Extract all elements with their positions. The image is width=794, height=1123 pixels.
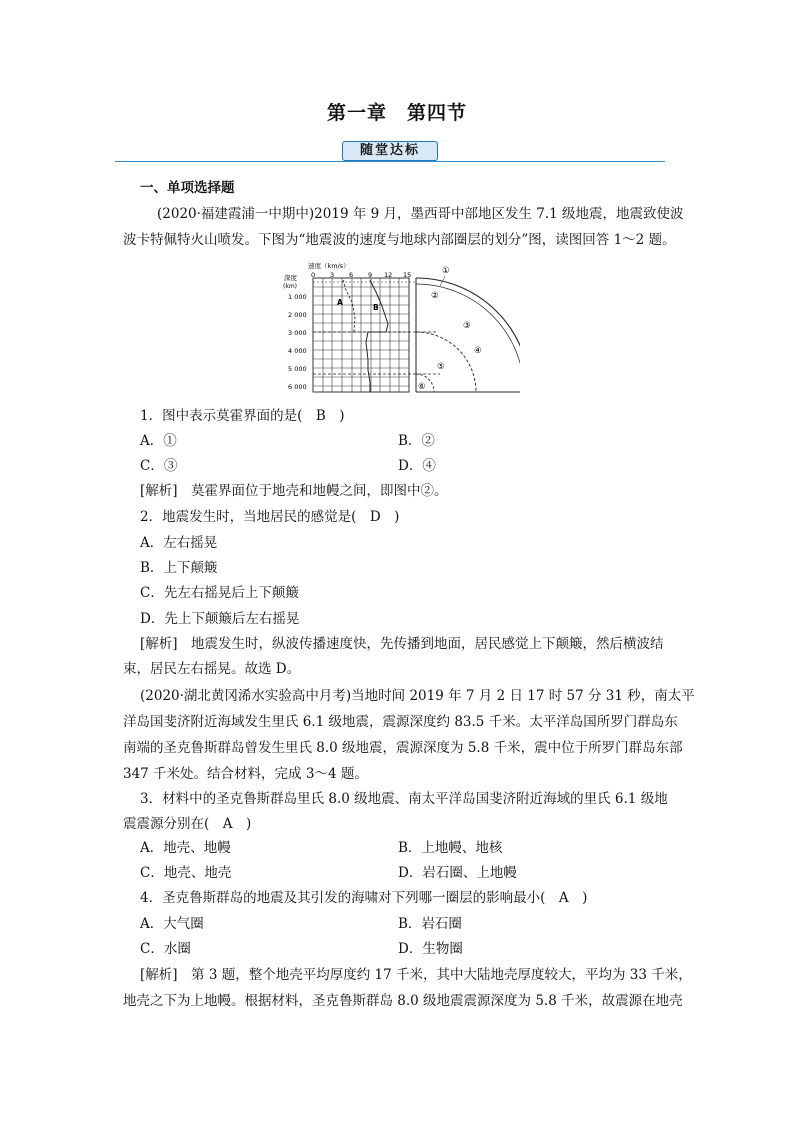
depth-tick-4000: 4 000	[288, 347, 307, 355]
q3-option-d: D．岩石圈、上地幔	[398, 865, 517, 881]
q2-analysis-line-1: [解析] 地震发生时，纵波传播速度快，先传播到地面，居民感觉上下颠簸，然后横波结	[140, 636, 664, 652]
layer-marker-3: ③	[463, 321, 471, 331]
q3-option-c: C．地壳、地壳	[140, 865, 232, 881]
q1-stem: 1．图中表示莫霍界面的是( B )	[140, 408, 345, 424]
depth-tick-2000: 2 000	[288, 311, 307, 319]
speed-tick-3: 3	[330, 271, 335, 279]
q2-option-d: D．先上下颠簸后左右摇晃	[140, 611, 300, 627]
section-heading: 一、单项选择题	[140, 180, 235, 196]
intro1-line-2: 波卡特佩特火山喷发。下图为“地震波的速度与地球内部圈层的划分”图，读图回答 1～2 题。	[123, 232, 676, 248]
q4-stem: 4．圣克鲁斯群岛的地震及其引发的海啸对下列哪一圈层的影响最小( A )	[140, 890, 588, 906]
q3-stem-line-2: 震震源分别在( A )	[123, 816, 252, 832]
intro2-line-4: 347 千米处。结合材料，完成 3～4 题。	[123, 766, 368, 782]
wave-a-label: A	[337, 298, 343, 307]
q3-stem-line-1: 3．材料中的圣克鲁斯群岛里氏 8.0 级地震、南太平洋岛国斐济附近海域的里氏 6.1 级地	[140, 791, 668, 807]
page-title: 第一章 第四节	[326, 102, 467, 124]
final-analysis-line-1: [解析] 第 3 题，整个地壳平均厚度约 17 千米，其中大陆地壳厚度较大，平均为 33 千米，	[140, 967, 692, 983]
depth-tick-3000: 3 000	[288, 329, 307, 337]
q1-option-c: C．③	[140, 458, 178, 474]
speed-tick-6: 6	[349, 271, 354, 279]
layer-marker-4: ④	[474, 346, 482, 356]
q1-option-d: D．④	[398, 458, 436, 474]
q4-option-b: B．岩石圈	[398, 916, 462, 932]
q2-stem: 2．地震发生时，当地居民的感觉是( D )	[140, 509, 400, 525]
final-analysis-line-2: 地壳之下为上地幔。根据材料，圣克鲁斯群岛 8.0 级地震震源深度为 5.8 千米，故震源在地壳	[123, 993, 683, 1009]
q4-option-a: A．大气圈	[140, 916, 204, 932]
section-banner: 随堂达标	[342, 141, 438, 161]
q2-analysis-line-2: 束，居民左右摇晃。故选 D。	[123, 661, 301, 677]
speed-axis-label: 速度（km/s）	[308, 262, 350, 270]
intro1-line-1: (2020·福建霞浦一中期中)2019 年 9 月，墨西哥中部地区发生 7.1 级地震，地震致使波	[157, 206, 684, 222]
grid-verticals	[323, 278, 399, 392]
intro2-line-3: 南端的圣克鲁斯群岛曾发生里氏 8.0 级地震，震源深度为 5.8 千米，震中位于所罗门群岛东部	[123, 740, 683, 756]
q1-option-b: B．②	[398, 433, 435, 449]
q3-option-b: B．上地幔、地核	[398, 840, 503, 856]
intro2-line-1: (2020·湖北黄冈浠水实验高中月考)当地时间 2019 年 7 月 2 日 17 时 57 分 31 秒，南太平	[140, 688, 695, 704]
layer-marker-1: ①	[442, 266, 450, 276]
q2-option-a: A．左右摇晃	[140, 535, 218, 551]
seismic-wave-figure	[280, 262, 520, 394]
speed-tick-12: 12	[384, 271, 393, 279]
q4-option-d: D．生物圈	[398, 941, 463, 957]
q3-option-a: A．地壳、地幔	[140, 840, 231, 856]
intro2-line-2: 洋岛国斐济附近海域发生里氏 6.1 级地震，震源深度约 83.5 千米。太平洋岛国所罗门群岛东	[123, 714, 678, 730]
q1-option-a: A．①	[140, 433, 177, 449]
depth-axis-unit: (km)	[283, 283, 298, 290]
q2-option-c: C．先左右摇晃后上下颠簸	[140, 585, 299, 601]
depth-tick-5000: 5 000	[288, 365, 307, 373]
depth-axis-label: 深度	[284, 274, 297, 282]
q2-option-b: B．上下颠簸	[140, 560, 218, 576]
banner-rule	[115, 161, 665, 162]
wave-a-curve	[343, 280, 355, 332]
wave-b-curve	[366, 280, 388, 392]
q1-analysis: [解析] 莫霍界面位于地壳和地幔之间，即图中②。	[140, 483, 448, 499]
layer-marker-6: ⑥	[418, 382, 426, 392]
speed-tick-15: 15	[403, 271, 412, 279]
speed-tick-0: 0	[311, 271, 316, 279]
layer-marker-2: ②	[431, 291, 439, 301]
speed-tick-9: 9	[368, 271, 373, 279]
wave-b-label: B	[373, 303, 379, 312]
q4-option-c: C．水圈	[140, 941, 191, 957]
depth-tick-6000: 6 000	[288, 383, 307, 391]
layer-marker-5: ⑤	[437, 362, 445, 372]
depth-tick-1000: 1 000	[288, 293, 307, 301]
